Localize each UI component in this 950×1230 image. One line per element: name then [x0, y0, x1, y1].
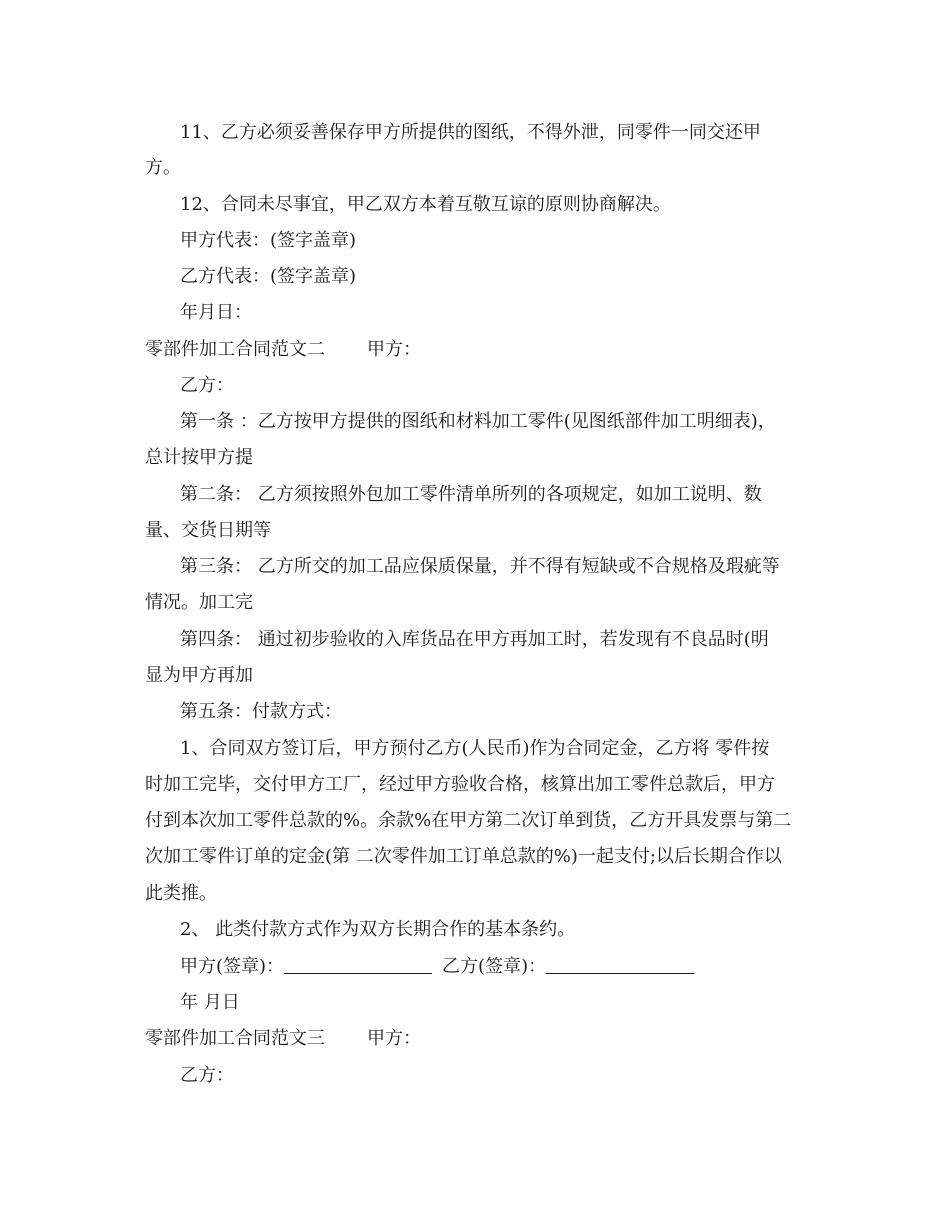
sample-2-title: 零部件加工合同范文二 [145, 339, 325, 360]
sample-3-party-b: 乙方： [180, 1065, 234, 1086]
signature-date: 年 月日 [180, 992, 240, 1013]
payment-1-line-3: 付到本次加工零件总款的%。余款%在甲方第二次订单到货，乙方开具发票与第二 [145, 810, 792, 831]
payment-1-line-4: 次加工零件订单的定金(第 二次零件加工订单总款的%)一起支付;以后长期合作以 [145, 846, 782, 867]
article-4-line-1: 第四条： 通过初步验收的入库货品在甲方再加工时，若发现有不良品时(明 [180, 629, 769, 650]
sample-3-title: 零部件加工合同范文三 [145, 1028, 325, 1049]
sample-3-heading [145, 1027, 421, 1051]
article-3-line-1: 第三条： 乙方所交的加工品应保质保量，并不得有短缺或不合规格及瑕疵等 [180, 556, 780, 577]
article-2-line-2: 量、交货日期等 [145, 520, 271, 541]
article-1-line-2: 总计按甲方提 [145, 447, 253, 468]
party-a-representative: 甲方代表：(签字盖章) [180, 230, 357, 251]
sample-3-party-a: 甲方： [367, 1028, 421, 1049]
article-1-line-1: 第一条 ：乙方按甲方提供的图纸和材料加工零件(见图纸部件加工明细表)， [180, 411, 776, 432]
party-b-signature-blank [546, 957, 694, 974]
party-a-signature-label: 甲方(签章)： [180, 956, 285, 977]
payment-2: 2、 此类付款方式作为双方长期合作的基本条约。 [180, 919, 576, 940]
clause-11-line-2: 方。 [145, 157, 181, 178]
sample-2-party-b: 乙方： [180, 375, 234, 396]
payment-1-line-2: 时加工完毕，交付甲方工厂，经过甲方验收合格，核算出加工零件总款后，甲方 [145, 774, 775, 795]
signature-row [180, 955, 694, 979]
article-4-line-2: 显为甲方再加 [145, 665, 253, 686]
clause-12: 12、合同未尽事宜，甲乙双方本着互敬互谅的原则协商解决。 [180, 194, 671, 215]
payment-1-line-5: 此类推。 [145, 883, 217, 904]
payment-1-line-1: 1、合同双方签订后，甲方预付乙方(人民币)作为合同定金，乙方将 零件按 [180, 738, 770, 759]
party-b-signature-label: 乙方(签章)： [442, 956, 547, 977]
party-b-representative: 乙方代表：(签字盖章) [180, 266, 357, 287]
sample-2-heading [145, 338, 421, 362]
article-3-line-2: 情况。加工完 [145, 592, 253, 613]
date-line: 年月日： [180, 302, 252, 323]
article-2-line-1: 第二条： 乙方须按照外包加工零件清单所列的各项规定，如加工说明、数 [180, 484, 762, 505]
clause-11-line-1: 11、乙方必须妥善保存甲方所提供的图纸，不得外泄，同零件一同交还甲 [180, 122, 761, 143]
party-a-signature-blank [284, 957, 432, 974]
article-5-heading: 第五条：付款方式： [180, 701, 342, 722]
sample-2-party-a: 甲方： [367, 339, 421, 360]
